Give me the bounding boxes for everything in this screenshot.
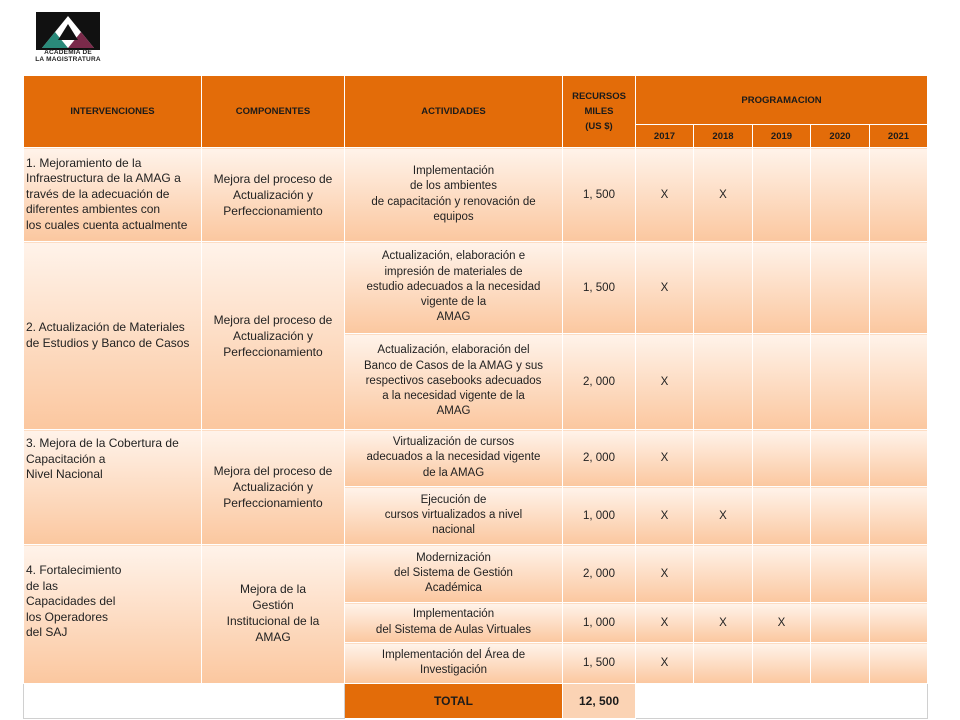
year-cell: X [636,430,694,487]
year-cell [811,242,870,334]
year-cell [753,148,811,242]
year-cell [870,545,928,603]
year-cell [870,487,928,545]
actividad-cell: Implementación de los ambientes de capacitación y renovación de equipos [345,148,563,242]
header-intervenciones: INTERVENCIONES [24,76,202,148]
year-cell: X [636,148,694,242]
year-cell [753,487,811,545]
year-cell [870,242,928,334]
actividad-cell: Virtualización de cursos adecuados a la necesidad vigente de la AMAG [345,430,563,487]
componente-cell: Mejora del proceso de Actualización y Perfeccionamiento [202,242,345,430]
total-value: 12, 500 [563,684,636,719]
logo-text-line1: ACADEMIA DE [44,49,92,56]
year-cell [694,334,753,430]
logo-text-line2: LA MAGISTRATURA [35,56,101,63]
header-year: 2019 [753,125,811,148]
total-blank-cell [636,684,928,719]
componente-cell: Mejora del proceso de Actualización y Perfeccionamiento [202,430,345,545]
intervencion-cell: 1. Mejoramiento de la Infraestructura de la AMAG a través de la adecuación de diferentes ambientes con los cuales cuenta actualmente [24,148,202,242]
year-cell [870,643,928,684]
year-cell [811,430,870,487]
intervencion-cell: 4. Fortalecimiento de las Capacidades del los Operadores del SAJ [24,545,202,684]
year-cell [753,430,811,487]
year-cell [694,242,753,334]
header-actividades: ACTIVIDADES [345,76,563,148]
actividad-cell: Implementación del Sistema de Aulas Virtuales [345,603,563,643]
year-cell [753,242,811,334]
actividad-cell: Modernización del Sistema de Gestión Académica [345,545,563,603]
year-cell [870,148,928,242]
year-cell [694,643,753,684]
recursos-cell: 1, 500 [563,148,636,242]
header-row [24,76,928,125]
header-componentes: COMPONENTES [202,76,345,148]
year-cell [811,603,870,643]
year-cell [811,545,870,603]
year-cell [811,334,870,430]
year-cell [811,148,870,242]
year-cell [811,643,870,684]
year-cell: X [694,148,753,242]
componente-cell: Mejora del proceso de Actualización y Perfeccionamiento [202,148,345,242]
recursos-cell: 2, 000 [563,430,636,487]
componente-cell: Mejora de la Gestión Institucional de la AMAG [202,545,345,684]
header-recursos: RECURSOS MILES (US $) [563,76,636,148]
year-cell [753,545,811,603]
total-row [24,684,928,719]
year-cell [694,430,753,487]
year-cell [753,334,811,430]
intervencion-cell: 3. Mejora de la Cobertura de Capacitación a Nivel Nacional [24,430,202,545]
recursos-cell: 1, 500 [563,242,636,334]
year-cell: X [636,334,694,430]
table-row [24,545,928,603]
recursos-cell: 2, 000 [563,545,636,603]
year-cell: X [636,487,694,545]
actividad-cell: Ejecución de cursos virtualizados a nivel nacional [345,487,563,545]
recursos-cell: 1, 000 [563,487,636,545]
table-row [24,242,928,334]
header-year: 2018 [694,125,753,148]
year-cell: X [636,242,694,334]
actividad-cell: Actualización, elaboración e impresión de materiales de estudio adecuados a la necesidad vigente de la AMAG [345,242,563,334]
header-programacion: PROGRAMACION [636,76,928,125]
header-year: 2021 [870,125,928,148]
year-cell: X [694,487,753,545]
table-row [24,430,928,487]
year-cell: X [636,603,694,643]
header-year: 2020 [811,125,870,148]
actividad-cell: Implementación del Área de Investigación [345,643,563,684]
year-cell [870,430,928,487]
academy-logo [20,8,116,72]
actividad-cell: Actualización, elaboración del Banco de Casos de la AMAG y sus respectivos casebooks adecuados a la necesidad vigente de la AMAG [345,334,563,430]
program-table [23,75,928,719]
year-cell: X [636,545,694,603]
year-cell [753,643,811,684]
year-cell [870,603,928,643]
year-cell [870,334,928,430]
year-cell [694,545,753,603]
year-cell: X [636,643,694,684]
header-year: 2017 [636,125,694,148]
intervencion-cell: 2. Actualización de Materiales de Estudios y Banco de Casos [24,242,202,430]
table-row [24,148,928,242]
total-blank-cell [24,684,345,719]
year-cell: X [694,603,753,643]
year-cell: X [753,603,811,643]
total-label: TOTAL [345,684,563,719]
year-cell [811,487,870,545]
recursos-cell: 2, 000 [563,334,636,430]
academy-logo-icon [36,12,100,50]
recursos-cell: 1, 500 [563,643,636,684]
recursos-cell: 1, 000 [563,603,636,643]
